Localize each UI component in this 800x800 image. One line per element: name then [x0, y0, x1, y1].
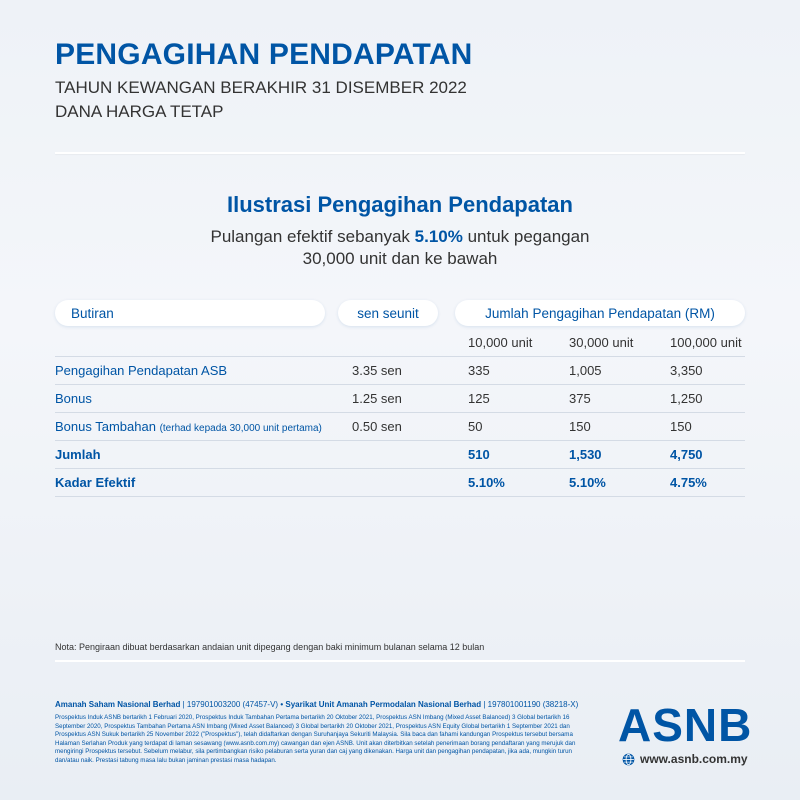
- row-sen: 0.50 sen: [352, 419, 402, 434]
- company-reg: | 197901003200 (47457-V): [182, 700, 279, 709]
- row-value-100000: 4.75%: [670, 475, 707, 490]
- row-value-10000: 5.10%: [468, 475, 505, 490]
- row-value-100000: 1,250: [670, 391, 703, 406]
- globe-icon: [622, 753, 635, 766]
- row-label-text: Bonus: [55, 391, 92, 406]
- header-jumlah-pengagihan: Jumlah Pengagihan Pendapatan (RM): [455, 300, 745, 326]
- row-value-10000: 510: [468, 447, 490, 462]
- table-row: [55, 384, 745, 412]
- desc-text-after: untuk pegangan: [462, 227, 590, 246]
- company-name: Amanah Saham Nasional Berhad: [55, 700, 181, 709]
- col-10000-unit: 10,000 unit: [468, 335, 533, 350]
- top-divider: [55, 152, 745, 154]
- desc-text-line2: 30,000 unit dan ke bawah: [302, 249, 498, 268]
- page-title: PENGAGIHAN PENDAPATAN: [55, 38, 473, 71]
- row-value-30000: 1,005: [569, 363, 602, 378]
- col-30000-unit: 30,000 unit: [569, 335, 634, 350]
- row-label-text: Pengagihan Pendapatan ASB: [55, 363, 228, 378]
- row-value-30000: 150: [569, 419, 591, 434]
- row-value-10000: 50: [468, 419, 483, 434]
- row-label: [55, 419, 322, 434]
- row-sen: 1.25 sen: [352, 391, 402, 406]
- row-value-100000: 150: [670, 419, 692, 434]
- effective-rate-highlight: 5.10%: [414, 227, 463, 246]
- row-value-10000: 335: [468, 363, 490, 378]
- parent-reg: | 197801001190 (38218-X): [483, 700, 579, 709]
- financial-year-subtitle: TAHUN KEWANGAN BERAKHIR 31 DISEMBER 2022: [55, 78, 467, 97]
- table-row-total: [55, 440, 745, 468]
- table-row: [55, 356, 745, 384]
- row-value-30000: 375: [569, 391, 591, 406]
- bottom-divider: [55, 660, 745, 662]
- row-label-text: Bonus Tambahan: [55, 419, 160, 434]
- row-divider: [55, 496, 745, 497]
- website-link[interactable]: [622, 752, 748, 766]
- row-value-100000: 4,750: [670, 447, 703, 462]
- row-label: Jumlah: [55, 447, 101, 462]
- header-butiran: Butiran: [55, 300, 325, 326]
- header-sen-seunit: sen seunit: [338, 300, 438, 326]
- row-sen: 3.35 sen: [352, 363, 402, 378]
- illustration-description: [0, 226, 800, 270]
- company-line: [55, 700, 578, 709]
- row-value-100000: 3,350: [670, 363, 703, 378]
- row-label: [55, 363, 227, 378]
- col-100000-unit: 100,000 unit: [670, 335, 742, 350]
- website-text[interactable]: www.asnb.com.my: [640, 752, 748, 766]
- asnb-logo: ASNB: [618, 699, 753, 751]
- desc-text-before: Pulangan efektif sebanyak: [210, 227, 415, 246]
- row-label-note: (terhad kepada 30,000 unit pertama): [159, 423, 322, 434]
- header: [55, 38, 473, 122]
- table-row: [55, 412, 745, 440]
- legal-disclaimer: Prospektus Induk ASNB bertarikh 1 Februari 2020, Prospektus Induk Tambahan Pertama bertarikh 20 Oktober 2021, Prospektus ASN Imbang (Mixed Asset Balanced) 3 Global bertarikh 16 September 2020, Prospektus Tambahan Pertama ASN Imbang (Mixed Asset Balanced) 3 Global bertarikh 20 Oktober 2021, Prospektus ASN Equity Global bertarikh 1 September 2021 dan Prospektus ASN Sukuk bertarikh 25 November 2022 ("Prospektus"), telah didaftarkan dengan Suruhanjaya Sekuriti Malaysia. Sila baca dan fahami kandungan Prospektus tersebut bersama Halaman Serlahan Produk yang terdapat di laman sesawang (www.asnb.com.my) cawangan dan ejen ASNB. Unit akan diterbitkan setelah penerimaan borang pendaftaran yang merujuk dan mengiringi Prospektus tersebut. Sebelum melabur, sila pertimbangkan risiko pelaburan serta yuran dan caj yang dikenakan. Harga unit dan pengagihan pendapatan, jika ada, mungkin turun dan/atau naik. Prestasi tabung masa lalu bukan jaminan prestasi masa hadapan.: [55, 714, 576, 764]
- fund-type-subtitle: DANA HARGA TETAP: [55, 102, 224, 121]
- row-label: Kadar Efektif: [55, 475, 136, 490]
- illustration-title: Ilustrasi Pengagihan Pendapatan: [227, 192, 573, 217]
- row-value-10000: 125: [468, 391, 490, 406]
- parent-company: • Syarikat Unit Amanah Permodalan Nasional Berhad: [280, 700, 482, 709]
- row-label: [55, 391, 92, 406]
- footnote: Nota: Pengiraan dibuat berdasarkan andaian unit dipegang dengan baki minimum bulanan selama 12 bulan: [55, 642, 485, 652]
- table-row-effective-rate: [55, 468, 745, 496]
- row-value-30000: 1,530: [569, 447, 602, 462]
- row-value-30000: 5.10%: [569, 475, 606, 490]
